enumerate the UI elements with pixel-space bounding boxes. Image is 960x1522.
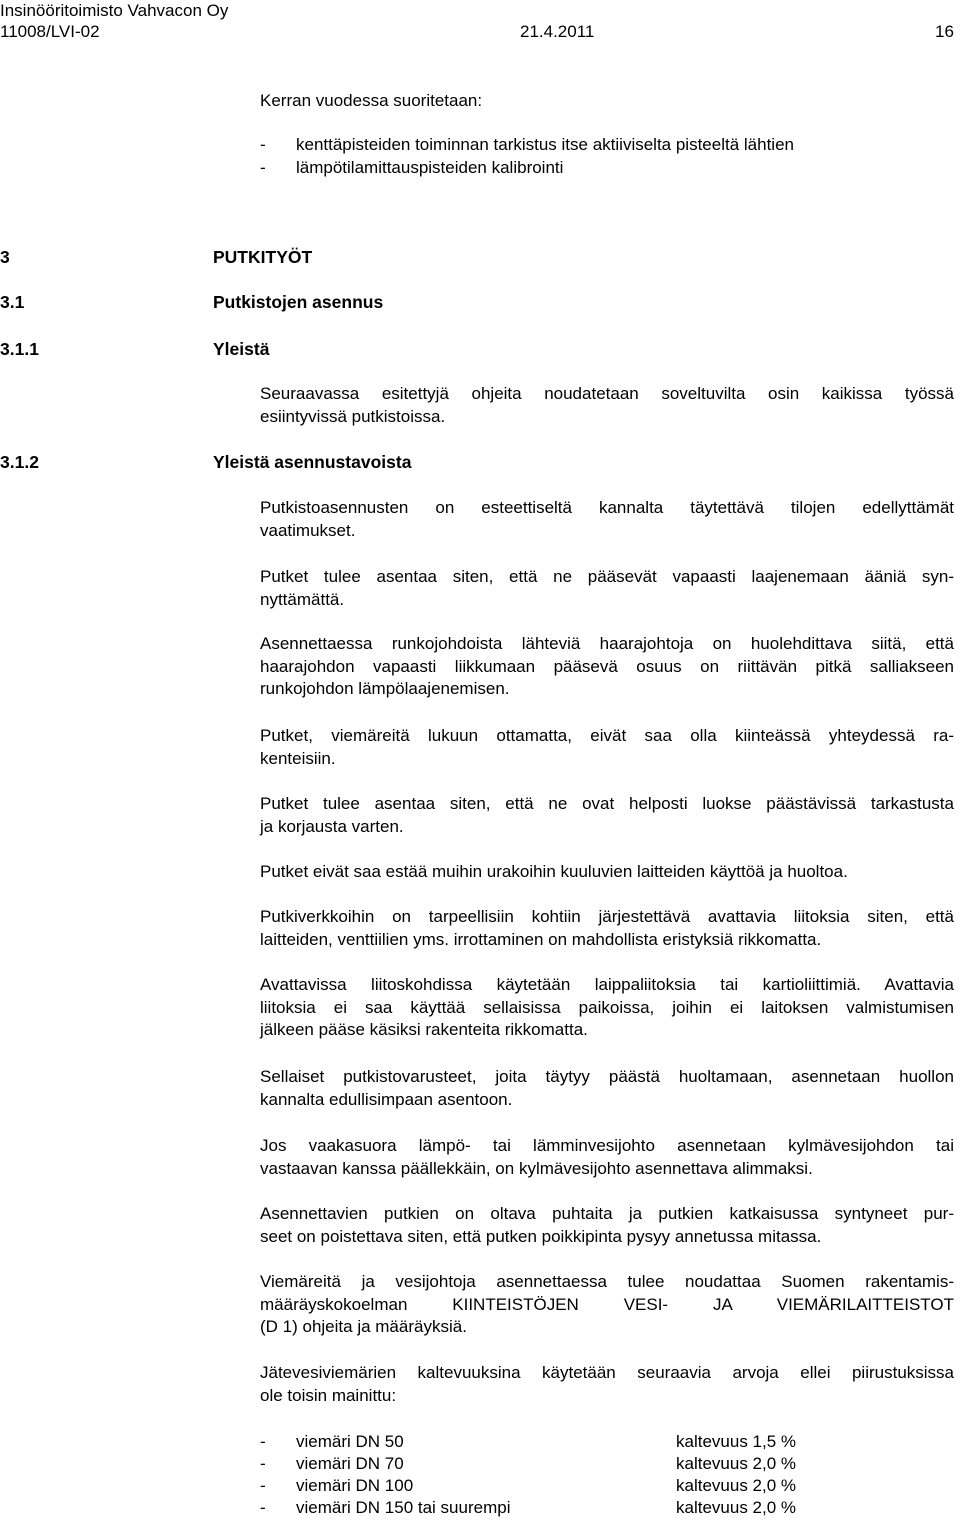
slope-value: kaltevuus 2,0 %: [676, 1498, 797, 1517]
section-3-title: PUTKITYÖT: [213, 247, 313, 267]
paragraph-10: [260, 1066, 954, 1111]
paragraph-line: Asennettaessa runkojohdoista lähteviä haarajohtoja on huolehdittava siitä, että: [260, 634, 954, 653]
paragraph-line: Jätevesiviemärien kaltevuuksina käytetään seuraavia arvoja ellei piirustuksissa: [260, 1363, 954, 1382]
bullet-dash: -: [260, 158, 266, 177]
paragraph-line: Putket tulee asentaa siten, että ne ovat helposti luokse päästävissä tarkastusta: [260, 794, 954, 813]
paragraph-line: Putket tulee asentaa siten, että ne pääsevät vapaasti laajenemaan ääniä syn-: [260, 567, 954, 586]
paragraph-line: seet on poistettava siten, että putken poikkipinta pysyy annetussa mitassa.: [260, 1226, 822, 1246]
slope-value: kaltevuus 2,0 %: [676, 1454, 797, 1473]
paragraph-line: Putkistoasennusten on esteettiseltä kannalta täytettävä tilojen edellyttämät: [260, 498, 954, 517]
slope-item: viemäri DN 100: [296, 1476, 414, 1495]
paragraph-line: laitteiden, venttiilien yms. irrottaminen on mahdollista eristyksiä rikkomatta.: [260, 929, 822, 949]
paragraph-line: ja korjausta varten.: [260, 816, 404, 836]
list-dash: -: [260, 1498, 266, 1517]
paragraph-line: jälkeen pääse käsiksi rakenteita rikkomatta.: [260, 1020, 588, 1039]
paragraph-3: [260, 566, 954, 611]
paragraph-7: [260, 861, 954, 884]
intro-lead: Kerran vuodessa suoritetaan:: [260, 91, 483, 110]
paragraph-line: liitoksia ei saa käyttää sellaisissa paikoissa, joihin ei laitoksen valmistumisen: [260, 997, 954, 1017]
paragraph-line: Viemäreitä ja vesijohtoja asennettaessa tulee noudattaa Suomen rakentamis-: [260, 1272, 954, 1291]
paragraph-line: kenteisiin.: [260, 748, 336, 768]
list-dash: -: [260, 1476, 266, 1495]
paragraph-13: [260, 1271, 954, 1339]
slope-value: kaltevuus 2,0 %: [676, 1476, 797, 1495]
bullet-dash: -: [260, 135, 266, 154]
paragraph-line: Avattavissa liitoskohdissa käytetään laippaliitoksia tai kartioliittimiä. Avattavia: [260, 975, 954, 994]
slope-row: [0, 1475, 960, 1497]
paragraph-line: määräyskokoelman KIINTEISTÖJEN VESI- JA VIEMÄRILAITTEISTOT: [260, 1294, 954, 1314]
paragraph-2: [260, 497, 954, 542]
bullet-text: kenttäpisteiden toiminnan tarkistus itse aktiiviselta pisteeltä lähtien: [296, 135, 794, 154]
intro-bullet-1: [260, 134, 794, 157]
paragraph-1: [260, 383, 954, 428]
paragraph-6: [260, 793, 954, 838]
paragraph-line: Putket eivät saa estää muihin urakoihin kuuluvien laitteiden käyttöä ja huoltoa.: [260, 862, 848, 881]
section-3-number: 3: [0, 247, 10, 267]
section-3-1-number: 3.1: [0, 292, 25, 312]
paragraph-11: [260, 1135, 954, 1180]
section-3-1-2-number: 3.1.2: [0, 452, 39, 472]
section-3-1-1-number: 3.1.1: [0, 339, 39, 359]
list-dash: -: [260, 1454, 266, 1473]
paragraph-14: [260, 1362, 954, 1407]
section-3-1-title: Putkistojen asennus: [213, 292, 384, 312]
slope-row: [0, 1497, 960, 1519]
paragraph-line: Sellaiset putkistovarusteet, joita täytyy päästä huoltamaan, asennetaan huollon: [260, 1067, 954, 1086]
section-3-1-1-title: Yleistä: [213, 339, 270, 359]
slope-row: [0, 1453, 960, 1475]
paragraph-5: [260, 725, 954, 770]
paragraph-line: Seuraavassa esitettyjä ohjeita noudatetaan soveltuvilta osin kaikissa työssä: [260, 384, 954, 403]
header-doc-id: 11008/LVI-02: [0, 22, 100, 41]
paragraph-4: [260, 633, 954, 701]
paragraph-line: ole toisin mainittu:: [260, 1385, 397, 1405]
paragraph-line: Putket, viemäreitä lukuun ottamatta, eivät saa olla kiinteässä yhteydessä ra-: [260, 726, 954, 745]
slope-row: [0, 1431, 960, 1453]
paragraph-line: vastaavan kanssa päällekkäin, on kylmävesijohto asennettava alimmaksi.: [260, 1158, 813, 1178]
slope-item: viemäri DN 70: [296, 1454, 404, 1473]
bullet-text: lämpötilamittauspisteiden kalibrointi: [296, 158, 564, 177]
slope-value: kaltevuus 1,5 %: [676, 1432, 797, 1451]
intro-bullet-2: [260, 157, 564, 180]
section-3-1-2-title: Yleistä asennustavoista: [213, 452, 412, 472]
paragraph-line: runkojohdon lämpölaajenemisen.: [260, 679, 510, 698]
header-company: Insinööritoimisto Vahvacon Oy: [0, 1, 229, 20]
paragraph-line: nyttämättä.: [260, 589, 345, 609]
header-date: 21.4.2011: [520, 22, 595, 41]
paragraph-line: Jos vaakasuora lämpö- tai lämminvesijohto asennetaan kylmävesijohdon tai: [260, 1136, 954, 1155]
paragraph-line: vaatimukset.: [260, 520, 356, 540]
paragraph-line: haarajohdon vapaasti liikkumaan pääsevä osuus on riittävän pitkä salliakseen: [260, 656, 954, 676]
list-dash: -: [260, 1432, 266, 1451]
paragraph-line: (D 1) ohjeita ja määräyksiä.: [260, 1317, 467, 1336]
paragraph-8: [260, 906, 954, 951]
slope-item: viemäri DN 150 tai suurempi: [296, 1498, 511, 1517]
paragraph-9: [260, 974, 954, 1042]
paragraph-line: Putkiverkkoihin on tarpeellisiin kohtiin järjestettävä avattavia liitoksia siten, että: [260, 907, 954, 926]
paragraph-line: esiintyvissä putkistoissa.: [260, 406, 446, 426]
slope-item: viemäri DN 50: [296, 1432, 404, 1451]
header-page-number: 16: [935, 22, 954, 41]
paragraph-line: kannalta edullisimpaan asentoon.: [260, 1089, 513, 1109]
paragraph-line: Asennettavien putkien on oltava puhtaita ja putkien katkaisussa syntyneet pur-: [260, 1204, 954, 1223]
paragraph-12: [260, 1203, 954, 1248]
